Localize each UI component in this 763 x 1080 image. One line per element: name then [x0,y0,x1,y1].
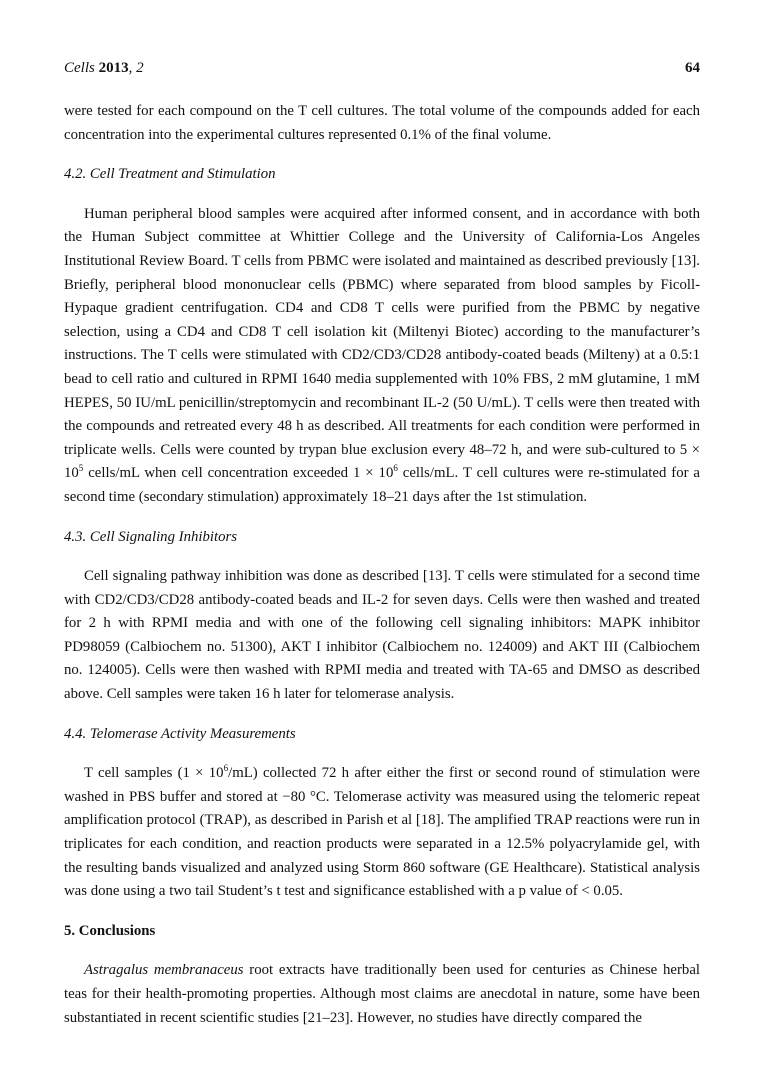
paragraph-cell-treatment [64,203,700,510]
section-heading-5: 5. Conclusions [64,922,156,939]
text-run: cells/mL when cell concentration exceeded 1 × 10 [83,465,394,482]
page-number: 64 [685,60,700,76]
superscript: 6 [223,763,229,774]
continued-paragraph: were tested for each compound on the T cell cultures. The total volume of the compounds added for each concentration into the experimental cultures represented 0.1% of the final volume. [64,103,700,143]
section-heading-4-3: 4.3. Cell Signaling Inhibitors [64,528,238,545]
paragraph-signaling-inhibitors: Cell signaling pathway inhibition was done as described [13]. T cells were stimulated for a second time with CD2/CD3/CD28 antibody-coated beads and IL-2 for seven days. Cells were then washed and treated for 2 h with RPMI media and with one of the following cell signaling inhibitors: MAPK inhibitor PD98059 (Calbiochem no. 51300), AKT I inhibitor (Calbiochem no. 124009) and AKT III (Calbiochem no. 124005). Cells were then washed with RPMI media and treated with TA-65 and DMSO as described above. Cell samples were taken 16 h later for telomerase analysis. [64,568,700,703]
journal-volume: 2 [136,60,144,76]
section-heading-4-4: 4.4. Telomerase Activity Measurements [64,725,296,742]
text-run: root extracts have traditionally been used for centuries as Chinese herbal teas for their health-promoting properties. Although most claims are anecdotal in nature, some have been substantiated in recent scientific studies [21–23]. However, no studies have directly compared the [64,962,700,1026]
text-run: Human peripheral blood samples were acquired after informed consent, and in accordance with both the Human Subject committee at Whittier College and the University of California-Los Angeles Institutional Review Board. T cells from PBMC were isolated and maintained as described previously [13]. Briefly, peripheral blood mononuclear cells (PBMC) where separated from blood samples by Ficoll-Hypaque gradient centrifugation. CD4 and CD8 T cells were purified from the PBMC by negative selection, using a CD4 and CD8 T cell isolation kit (Miltenyi Biotec) according to the manufacturer’s instructions. The T cells were stimulated with CD2/CD3/CD28 antibody-coated beads (Milteny) at a 0.5:1 bead to cell ratio and cultured in RPMI 1640 media supplemented with 10% FBS, 2 mM glutamine, 1 mM HEPES, 50 IU/mL penicillin/streptomycin and recombinant IL-2 (50 U/mL). T cells were then treated with the compounds and retreated every 48 h as described. All treatments for each condition were performed in triplicate wells. Cells were counted by trypan blue exclusion every 48–72 h, and were sub-cultured to 5 × 10 [64,205,700,482]
superscript: 6 [393,463,398,474]
species-name: Astragalus membranaceus [84,962,244,979]
journal-year: 2013 [98,60,129,76]
text-run: T cell samples (1 × 10 [84,765,224,782]
running-header [64,58,700,78]
journal-name: Cells [64,60,95,76]
paragraph-telomerase [64,762,700,904]
paragraph-conclusions [64,959,700,1030]
text-run: cells/mL. T cell cultures were re-stimulated for a second time (secondary stimulation) approximately 18–21 days after the 1st stimulation. [64,465,700,505]
text-run: /mL) collected 72 h after either the first or second round of stimulation were washed in PBS buffer and stored at −80 °C. Telomerase activity was measured using the telomeric repeat amplification protocol (TRAP), as described in Parish et al [18]. The amplified TRAP reactions were run in triplicates for each condition, and reaction products were separated in a 12.5% polyacrylamide gel, with the resulting bands visualized and analyzed using Storm 860 software (GE Healthcare). Statistical analysis was done using a two tail Student’s t test and significance established with a p value of < 0.05. [64,765,700,900]
body-text [64,100,700,1030]
section-heading-4-2: 4.2. Cell Treatment and Stimulation [64,166,276,183]
journal-citation: Cells 2013, 2 [64,60,144,76]
superscript: 5 [78,463,84,474]
